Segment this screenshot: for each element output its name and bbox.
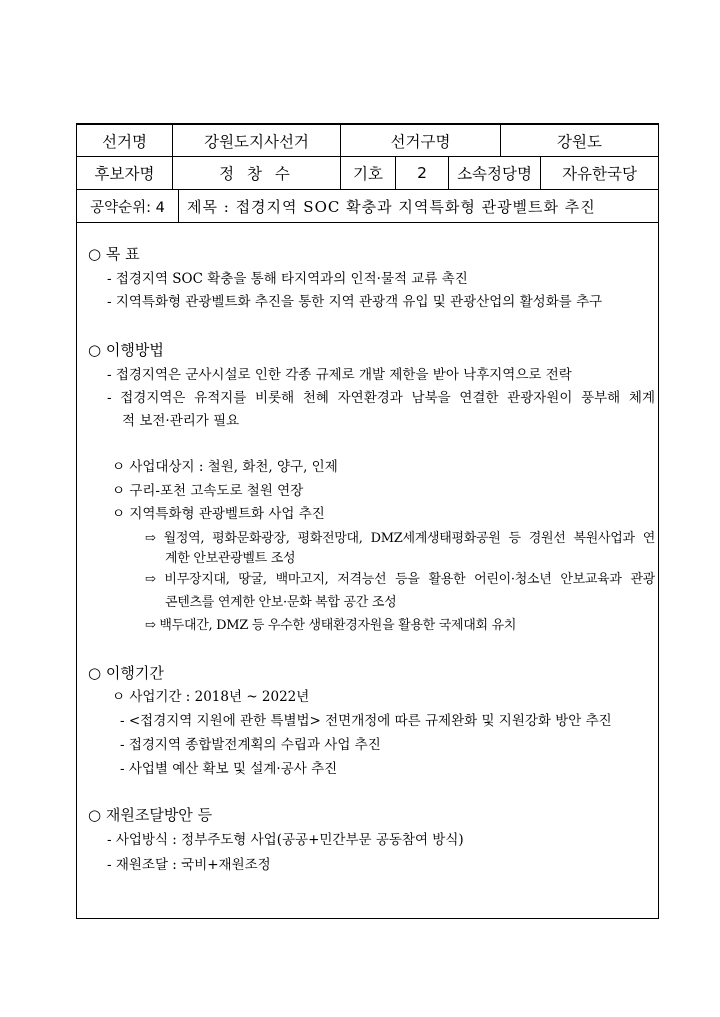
- method-subitem-continued: 콘텐츠를 연계한 안보·문화 복합 공간 조성: [165, 595, 397, 610]
- method-background-item-continued: 적 보전·관리가 필요: [122, 413, 240, 429]
- election-name-value: 강원도지사선거: [172, 123, 341, 157]
- period-subitem: - 접경지역 종합발전계획의 수립과 사업 추진: [120, 737, 381, 753]
- district-label: 선거구명: [340, 123, 501, 157]
- ballot-number-value: 2: [395, 156, 449, 190]
- pledge-rank: 공약순위: 4: [76, 189, 179, 223]
- funding-item: - 사업방식 : 정부주도형 사업(공공+민간부문 공동참여 방식): [107, 832, 464, 848]
- ballot-number-label: 기호: [340, 156, 396, 190]
- candidate-label: 후보자명: [76, 156, 173, 190]
- goal-heading: ○ 목 표: [88, 245, 140, 263]
- method-subitem: ⇨ 비무장지대, 땅굴, 백마고지, 저격능선 등을 활용한 어린이·청소년 안보교육과 관광: [145, 572, 655, 587]
- party-label: 소속정당명: [448, 156, 541, 190]
- district-value: 강원도: [500, 123, 659, 157]
- party-value: 자유한국당: [540, 156, 659, 190]
- method-subitem-continued: 계한 안보관광벨트 조성: [165, 551, 296, 566]
- method-heading: ○ 이행방법: [88, 341, 164, 359]
- funding-item: - 재원조달 : 국비+재원조정: [107, 857, 271, 873]
- candidate-name: 정 창 수: [172, 156, 341, 190]
- method-subitem: ⇨ 월정역, 평화문화광장, 평화전망대, DMZ세계생태평화공원 등 경원선 복원사업과 연: [145, 531, 655, 546]
- period-heading: ○ 이행기간: [88, 664, 164, 682]
- method-item: ㅇ 지역특화형 관광벨트화 사업 추진: [112, 506, 325, 522]
- election-name-label: 선거명: [76, 123, 173, 157]
- goal-item: - 접경지역 SOC 확충을 통해 타지역과의 인적·물적 교류 촉진: [107, 271, 468, 287]
- method-item: ㅇ 구리-포천 고속도로 철원 연장: [112, 483, 304, 499]
- period-subitem: - 사업별 예산 확보 및 설계·공사 추진: [120, 761, 338, 777]
- method-background-item: - 접경지역은 유적지를 비롯해 천혜 자연환경과 남북을 연결한 관광자원이 풍부해 체계: [107, 390, 655, 406]
- funding-heading: ○ 재원조달방안 등: [88, 806, 213, 824]
- pledge-title: 제목 : 접경지역 SOC 확충과 지역특화형 관광벨트화 추진: [178, 189, 659, 223]
- goal-item: - 지역특화형 관광벨트화 추진을 통한 지역 관광객 유입 및 관광산업의 활성화를 추구: [107, 294, 603, 310]
- method-background-item: - 접경지역은 군사시설로 인한 각종 규제로 개발 제한을 받아 낙후지역으로 전락: [107, 367, 572, 383]
- period-item: ㅇ 사업기간 : 2018년 ~ 2022년: [112, 689, 310, 705]
- method-item: ㅇ 사업대상지 : 철원, 화천, 양구, 인제: [112, 459, 338, 475]
- method-subitem: ⇨ 백두대간, DMZ 등 우수한 생태환경자원을 활용한 국제대회 유치: [145, 618, 517, 633]
- period-subitem: - <접경지역 지원에 관한 특별법> 전면개정에 따른 규제완화 및 지원강화 방안 추진: [120, 713, 612, 729]
